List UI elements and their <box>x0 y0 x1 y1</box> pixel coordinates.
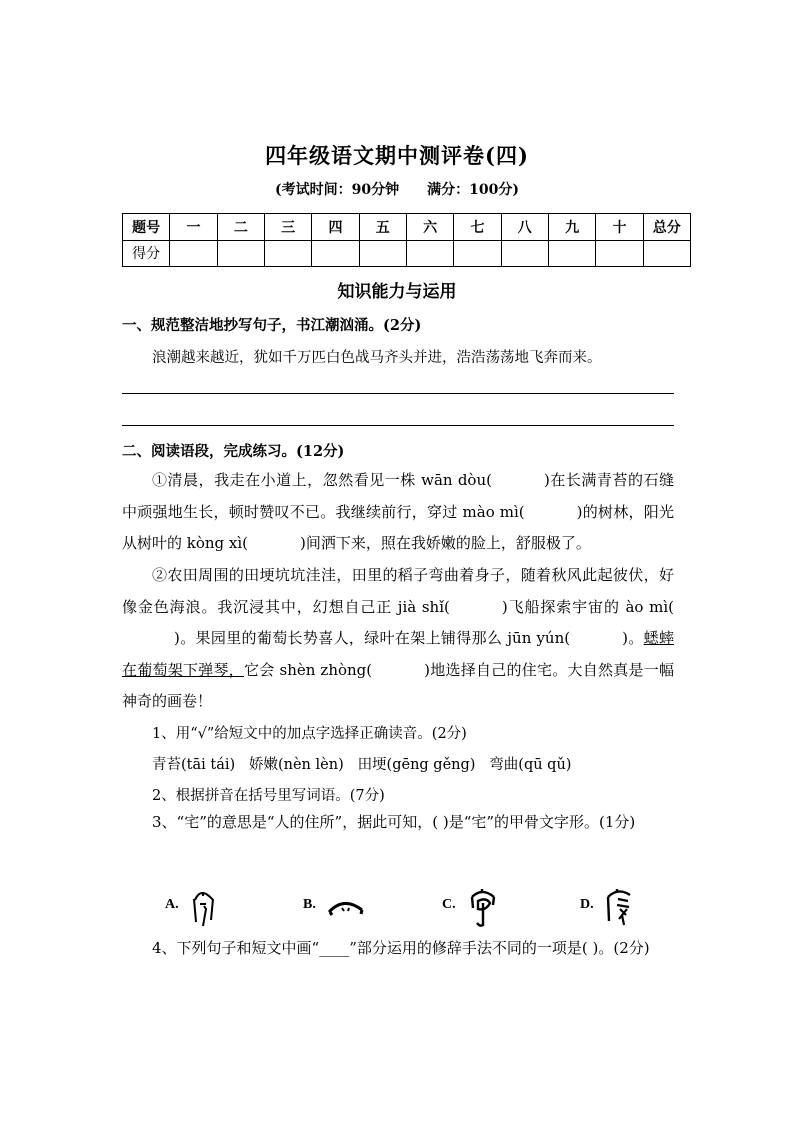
oracle-glyph-d-icon <box>602 881 638 929</box>
p1-text-d: )间洒下来，照在我娇嫩的脸上，舒服极了。 <box>300 534 591 552</box>
score-cell[interactable] <box>217 240 264 267</box>
score-cell[interactable] <box>264 240 311 267</box>
score-table-header-cell: 六 <box>406 214 453 241</box>
q1-sentence: 浪潮越来越近，犹如千万匹白色战马齐头并进，浩浩荡荡地飞奔而来。 <box>152 350 602 366</box>
score-table-header-cell: 九 <box>548 214 595 241</box>
score-table-header-cell: 四 <box>312 214 359 241</box>
score-table-header-cell: 十 <box>596 214 643 241</box>
p1-text-a: ①清晨，我走在小道上，忽然看见一株 wān dòu( <box>152 471 492 489</box>
choice-d[interactable]: D. <box>580 880 638 930</box>
exam-info <box>0 179 794 199</box>
choice-c[interactable]: C. <box>442 880 500 930</box>
p2-text-f: )地选择自己的住宅。大自然真是一幅神奇的画卷！ <box>122 660 674 710</box>
score-cell[interactable] <box>406 240 453 267</box>
score-table-header-cell: 二 <box>217 214 264 241</box>
score-table-header-cell: 五 <box>359 214 406 241</box>
passage-paragraph-2 <box>122 560 674 718</box>
oracle-glyph-c-icon <box>464 881 500 929</box>
score-table-header-cell: 八 <box>501 214 548 241</box>
q2-sub1-options <box>152 753 571 774</box>
q1-answer-line[interactable] <box>122 425 674 426</box>
oracle-glyph-a-icon <box>187 882 221 928</box>
passage-paragraph-1 <box>122 465 674 560</box>
pinyin-option[interactable]: 田埂(gēng gěng) <box>357 757 476 773</box>
oracle-choices <box>165 880 665 930</box>
pinyin-option[interactable]: 娇嫩(nèn lèn) <box>248 757 344 773</box>
oracle-glyph-b-icon <box>324 882 368 928</box>
q2-sub4: 4、下列句子和短文中画“____”部分运用的修辞手法不同的一项是( )。(2分) <box>152 939 650 957</box>
p2-text-d: )。 <box>622 629 644 647</box>
pinyin-option[interactable]: 弯曲(qū qǔ) <box>489 757 572 773</box>
score-cell[interactable] <box>548 240 595 267</box>
score-table <box>122 213 691 267</box>
q1-answer-line[interactable] <box>122 393 674 394</box>
exam-full-score: 满分：100分) <box>427 182 519 198</box>
score-table-header-cell: 一 <box>170 214 217 241</box>
q2-sub1: 1、用“√”给短文中的加点字选择正确读音。(2分) <box>152 726 467 742</box>
q1-heading: 一、规范整洁地抄写句子，书江潮汹涌。(2分) <box>122 317 422 334</box>
exam-time: (考试时间：90分钟 <box>275 182 400 198</box>
score-table-label: 题号 <box>123 214 170 241</box>
p2-text-a: ②农田周围的田埂坑坑洼洼，田里的稻子弯曲着身子，随着秋风此起彼伏，好像金色海浪。我沉浸其中，幻想自己正 jià shǐ( <box>122 566 674 616</box>
q2-heading: 二、阅读语段，完成练习。(12分) <box>122 443 345 460</box>
p1-text-b: )在长满青苔的石缝中顽强地生长，顿时赞叹不已。我继续前行，穿过 mào mì( <box>122 471 674 521</box>
choice-b[interactable]: B. <box>303 880 368 930</box>
page-title: 四年级语文期中测评卷(四) <box>265 143 529 168</box>
p2-text-e: 它会 shèn zhòng( <box>244 660 373 679</box>
pinyin-option[interactable]: 青苔(tāi tái) <box>152 757 236 773</box>
score-cell[interactable] <box>359 240 406 267</box>
p1-text-c: )的树林，阳光从树叶的 kòng xì( <box>122 502 674 552</box>
score-table-header-cell: 三 <box>264 214 311 241</box>
score-cell[interactable] <box>501 240 548 267</box>
p2-text-c: )。果园里的葡萄长势喜人，绿叶在架上铺得那么 jūn yún( <box>174 629 571 647</box>
score-table-header-cell: 总分 <box>643 214 690 241</box>
score-cell[interactable] <box>312 240 359 267</box>
score-cell[interactable] <box>643 240 690 267</box>
score-row-label: 得分 <box>123 240 170 267</box>
score-cell[interactable] <box>454 240 501 267</box>
score-table-header-row <box>123 214 691 241</box>
q2-sub2: 2、根据拼音在括号里写词语。(7分) <box>152 788 385 804</box>
choice-a[interactable]: A. <box>165 880 221 930</box>
score-table-score-row <box>123 240 691 267</box>
score-cell[interactable] <box>170 240 217 267</box>
underlined-sentence: 蟋蟀在葡萄架下弹琴， <box>122 629 674 679</box>
q2-sub3: 3、“宅”的意思是“人的住所”，据此可知，( )是“宅”的甲骨文字形。(1分) <box>152 813 636 831</box>
score-table-header-cell: 七 <box>454 214 501 241</box>
score-cell[interactable] <box>596 240 643 267</box>
p2-text-b: )飞船探索宇宙的 ào mì( <box>501 597 674 616</box>
section-title: 知识能力与运用 <box>337 282 457 302</box>
